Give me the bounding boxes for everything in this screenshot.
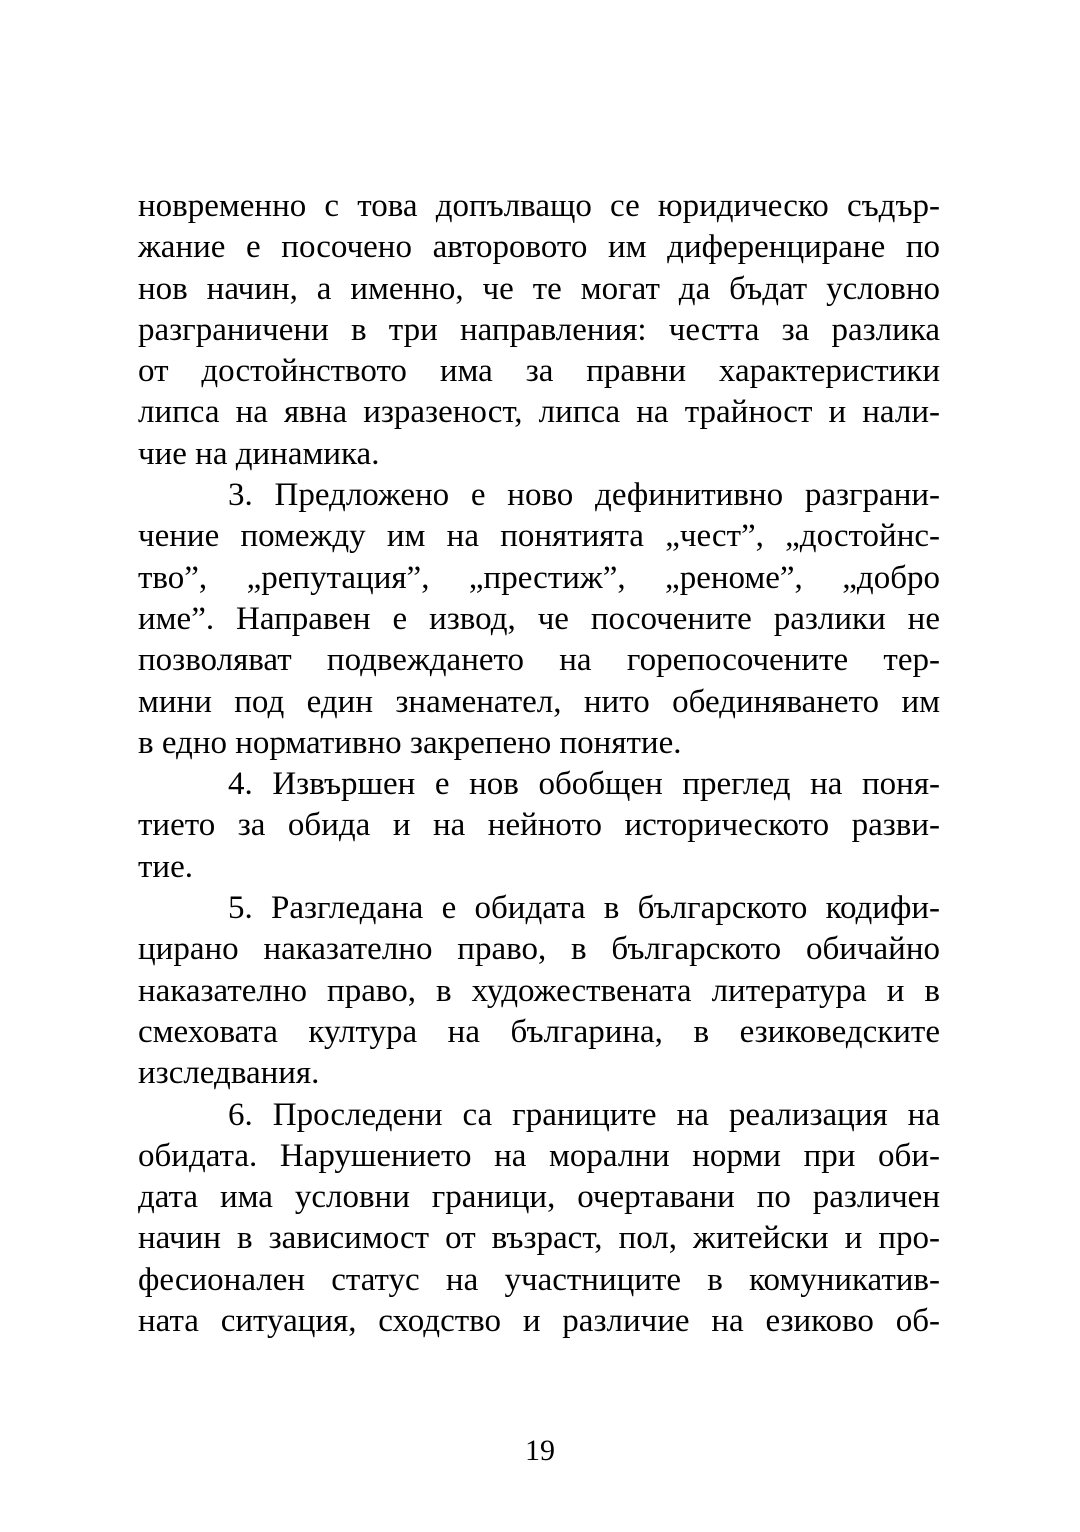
text-line: жание е посочено авторовото им диференциране по: [138, 229, 940, 266]
text-line: 4. Извършен е нов обобщен преглед на поня-: [228, 766, 940, 803]
text-line: в едно нормативно закрепено понятие.: [138, 724, 682, 761]
text-line: от достойнството има за правни характеристики: [138, 353, 940, 390]
text-line: тво”, „репутация”, „престиж”, „реноме”, „добро: [138, 559, 940, 596]
text-line: наказателно право, в художествената литература и в: [138, 972, 940, 1009]
text-line: тието за обида и на нейното историческото разви-: [138, 807, 940, 844]
text-line: разграничени в три направления: честта за разлика: [138, 311, 940, 348]
text-line: новременно с това допълващо се юридическо съдър-: [138, 188, 940, 224]
text-line: начин в зависимост от възраст, пол, житейски и про-: [138, 1220, 940, 1257]
text-line: нов начин, а именно, че те могат да бъдат условно: [138, 270, 940, 307]
text-line: дата има условни граници, очертавани по различен: [138, 1179, 940, 1216]
text-line: ната ситуация, сходство и различие на езиково об-: [138, 1303, 940, 1340]
text-line: чение помежду им на понятията „чест”, „достойнс-: [138, 518, 940, 555]
text-line: смеховата култура на българина, в езиковедските: [138, 1013, 940, 1050]
text-line: 3. Предложено е ново дефинитивно разграни-: [228, 477, 940, 514]
body-text: [138, 186, 940, 1342]
text-line: липса на явна изразеност, липса на трайност и нали-: [138, 394, 940, 431]
text-line: чие на динамика.: [138, 435, 380, 472]
page-number: 19: [525, 1434, 555, 1467]
text-line: позволяват подвеждането на горепосочените тер-: [138, 642, 940, 679]
text-line: мини под един знаменател, нито обединяването им: [138, 683, 940, 720]
text-line: цирано наказателно право, в българското обичайно: [138, 931, 940, 968]
text-line: обидата. Нарушението на морални норми при оби-: [138, 1137, 940, 1174]
text-line: 6. Проследени са границите на реализация на: [228, 1096, 940, 1133]
text-line: фесионален статус на участниците в комуникатив-: [138, 1261, 940, 1298]
text-line: изследвания.: [138, 1055, 320, 1092]
text-line: 5. Разгледана е обидата в българското кодифи-: [228, 890, 940, 927]
text-line: име”. Направен е извод, че посочените разлики не: [138, 600, 940, 637]
text-line: тие.: [138, 848, 193, 885]
